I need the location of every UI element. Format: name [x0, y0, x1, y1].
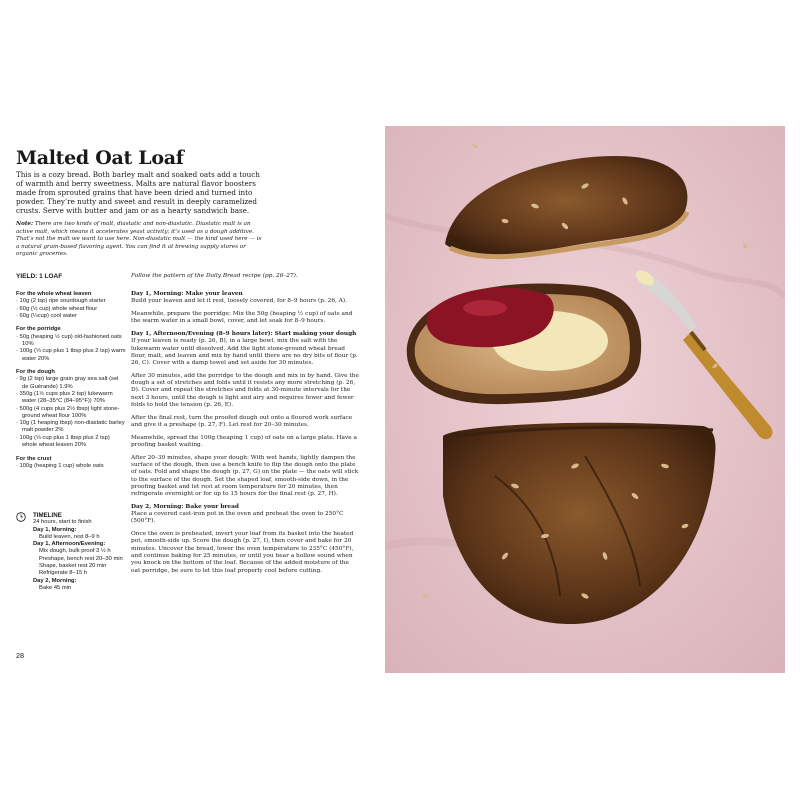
step-paragraph: After 20–30 minutes, shape your dough: With wet hands, lightly dampen the surface of the dough, then use a bench knife to flip the dough onto the plate of oats. Fold and shape the dough (p. 27, G) on the plate — the oats will stick to the surface of the dough. Set the shaped loaf, smooth-side down, in the proofing basket and let rest at room temperature for 20 minutes, then refrigerate overnight or for up to 15 hours for the final rest (p. 27, H). — [131, 454, 359, 498]
step-heading: Day 1, Morning: Make your leaven — [131, 291, 243, 297]
step-heading: Day 2, Morning: Bake your bread — [131, 503, 239, 510]
ingredient-item: · 50g (heaping ½ cup) old-fashioned oats 10% — [16, 333, 122, 347]
ingredient-item: · 500g (4 cups plus 2½ tbsp) light stone-ground wheat flour 100% — [16, 405, 120, 419]
timeline-day2-morning: Day 2, Morning: — [33, 577, 77, 584]
ingredient-item: · 350g (1½ cups plus 2 tsp) lukewarm water (28–35°C (84–95°F)) 70% — [16, 390, 113, 405]
timeline-item: Refrigerate 8–15 h — [39, 570, 88, 577]
step-paragraph: After 30 minutes, add the porridge to the dough and mix in by hand. Give the dough a set of stretches and folds until it resists any more stretching (p. 26, D). Cover and repeat the stretches and folds at 30-minute intervals for the next 3 hours, until the dough is light and airy and requires fewer and fewer folds to hold the tension (p. 26, E). — [131, 372, 359, 409]
ingredient-item: · 100g (⅓ cup plus 1 tbsp plus 2 tsp) warm water 20% — [16, 348, 126, 362]
timeline-item: Preshape, bench rest 20–30 min — [39, 555, 123, 562]
ingredient-text: 10g (2 tsp) ripe sourdough starter — [19, 298, 106, 305]
ingredient-item: · 100g (heaping 1 cup) whole oats — [16, 462, 104, 469]
ingredient-group-porridge — [16, 326, 126, 362]
timeline-item: Shape, basket rest 20 min — [39, 563, 107, 570]
ingredient-text: 500g (4 cups plus 2½ tbsp) light stone-ground wheat flour 100% — [19, 405, 120, 419]
step-paragraph: If your leaven is ready (p. 26, B), in a large bowl, mix the salt with the lukewarm water until dissolved. Add the light stone-ground wheat bread flour, malt, and leaven and mix by hand until there are no dry bits of flour (p. 26, C). Cover with a damp towel and set aside for 30 minutes. — [131, 338, 358, 367]
ingredient-text: 100g (⅓ cup plus 1 tbsp plus 2 tsp) whole wheat leaven 20% — [19, 434, 110, 449]
timeline-item: Bake 45 min — [39, 584, 72, 591]
bread-photo — [385, 126, 785, 673]
note-text: There are two kinds of malt, diastatic and non-diastatic. Diastatic malt is an active malt, which means it accelerates yeast activity; it’s used as a dough additive. That’s not the malt we want to use here. Non-diastatic malt — the kind used here — is a natural grain-based flavoring agent. You can find it at brewing supply stores or organic groceries. — [16, 221, 262, 258]
ingredient-text: 100g (⅓ cup plus 1 tbsp plus 2 tsp) warm water 20% — [19, 348, 126, 362]
timeline-box — [16, 512, 128, 592]
ingredient-text: 60g (¼cup) cool water — [19, 312, 77, 319]
clock-icon — [16, 512, 26, 522]
ingredient-group-heading: For the crust — [16, 455, 52, 462]
step-paragraph: Place a covered cast-iron pot in the oven and preheat the oven to 250°C (500°F). — [131, 511, 344, 525]
recipe-title: Malted Oat Loaf — [16, 147, 184, 169]
note-label: Note: — [16, 221, 34, 227]
timeline-body — [33, 519, 128, 592]
ingredient-text: 350g (1½ cups plus 2 tsp) lukewarm water (28–35°C (84–95°F)) 70% — [19, 390, 113, 405]
ingredient-group-heading: For the porridge — [16, 326, 61, 333]
ingredient-item: · 100g (⅓ cup plus 1 tbsp plus 2 tsp) whole wheat leaven 20% — [16, 434, 110, 449]
ingredient-text: 60g (½ cup) whole wheat flour — [19, 305, 98, 312]
method-steps — [131, 291, 359, 580]
timeline-heading: TIMELINE — [33, 512, 62, 519]
ingredient-text: 100g (heaping 1 cup) whole oats — [19, 462, 104, 469]
ingredient-text: 50g (heaping ½ cup) old-fashioned oats 10% — [19, 333, 122, 347]
timeline-intro: 24 hours, start to finish — [33, 519, 92, 526]
ingredient-item: · 10g (1 heaping tbsp) non-diastatic barley malt powder 2% — [16, 420, 125, 434]
page-number: 28 — [16, 651, 24, 660]
ingredient-group-dough — [16, 369, 126, 449]
step-paragraph: After the final rest, turn the proofed dough out onto a floured work surface and give it a preshape (p. 27, F). Let rest for 20–30 minutes. — [131, 414, 353, 429]
ingredient-item: · 10g (2 tsp) ripe sourdough starter — [16, 298, 106, 305]
ingredient-item: · 9g (2 tsp) large grain gray sea salt (sel de Guérande) 1.9% — [16, 376, 119, 390]
ingredient-group-crust — [16, 456, 126, 471]
ingredient-group-heading: For the dough — [16, 369, 55, 376]
ingredient-text: 10g (1 heaping tbsp) non-diastatic barley malt powder 2% — [19, 420, 125, 434]
step-heading: Day 1, Afternoon/Evening (8–9 hours later): Start making your dough — [131, 330, 357, 337]
ingredient-item: · 60g (½ cup) whole wheat flour — [16, 305, 98, 312]
ingredient-text: 9g (2 tsp) large grain gray sea salt (sel de Guérande) 1.9% — [19, 376, 119, 390]
step-paragraph: Build your leaven and let it rest, loosely covered, for 8–9 hours (p. 26, A). — [131, 298, 347, 305]
ingredients-list — [16, 291, 126, 476]
follow-pattern-note: Follow the pattern of the Daily Bread recipe (pp. 26–27). — [131, 273, 298, 279]
recipe-intro: This is a cozy bread. Both barley malt and soaked oats add a touch of warmth and berry sweetness. Malts are natural flavor boosters made from sprouted grains that have been dried and turned into powder. They’re nutty and sweet and result in deeply caramelized crusts. Serve with butter and jam or as a hearty sandwich base. — [16, 170, 260, 215]
ingredient-item: · 60g (¼cup) cool water — [16, 312, 77, 319]
step-paragraph: Meanwhile, prepare the porridge: Mix the 50g (heaping ½ cup) of oats and the warm water in a small bowl, cover, and let soak for 8–9 hours. — [131, 310, 353, 325]
ingredient-group-leaven — [16, 291, 126, 320]
ingredient-group-heading: For the whole wheat leaven — [16, 291, 92, 297]
timeline-day1-evening: Day 1, Afternoon/Evening: — [33, 541, 106, 548]
timeline-item: Mix dough, bulk proof 3 ½ h — [39, 548, 111, 555]
timeline-day1-morning: Day 1, Morning: — [33, 526, 77, 533]
step-paragraph: Meanwhile, spread the 100g (heaping 1 cup) of oats on a large plate. Have a proofing basket waiting. — [131, 434, 357, 448]
timeline-item: Build leaven, rest 8–9 h — [39, 533, 100, 540]
step-paragraph: Once the oven is preheated, invert your loaf from its basket into the heated pot, smooth-side up. Score the dough (p. 27, I), then cover and bake for 20 minutes. Uncover the bread, lower the oven temperature to 235°C (450°F), and continue baking for 25 minutes, or until you hear a hollow sound when you knock on the bottom of the loaf. Because of the added moisture of the oat porridge, be sure to let this loaf properly cool before cutting. — [131, 531, 354, 574]
yield-label: YIELD: 1 LOAF — [16, 273, 63, 280]
malt-note — [16, 221, 266, 259]
